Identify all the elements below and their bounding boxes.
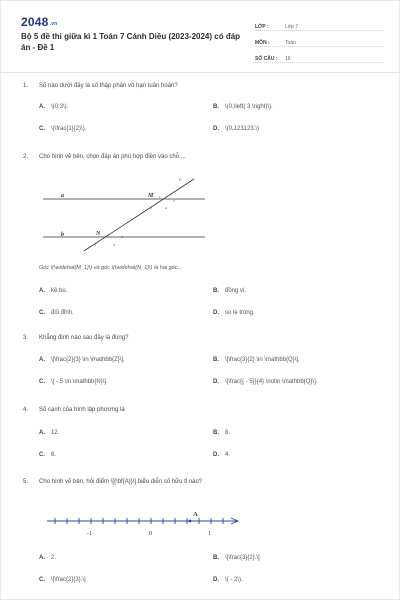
option-text: \(\frac{1}{2}\).	[51, 126, 87, 132]
line-c	[84, 179, 194, 251]
question-text: Số nào dưới đây là số thập phân vô hạn tuần hoàn?	[39, 83, 178, 89]
option-text: 12.	[51, 430, 60, 436]
q1-option-b[interactable]	[213, 104, 273, 110]
q4-option-d[interactable]	[213, 452, 230, 458]
q5-option-d[interactable]	[213, 577, 243, 583]
option-text: so le trong.	[225, 310, 255, 316]
number-line-figure	[45, 507, 245, 541]
option-text: 8.	[225, 430, 231, 436]
option-text: \(0,123123.\)	[225, 126, 260, 132]
meta-key: SỐ CÂU :	[255, 56, 278, 62]
question-text: Cho hình vẽ bên, hỏi điểm \[{\bf{A}}\] biểu diễn số hữu tỉ nào?	[39, 479, 203, 485]
question-number: 1.	[23, 83, 29, 89]
option-letter: A.	[39, 357, 45, 363]
n-angle-3: 3	[94, 243, 96, 247]
q5-option-c[interactable]	[39, 577, 86, 583]
q2-option-d[interactable]	[213, 310, 255, 316]
option-text: đồng vị.	[225, 288, 247, 294]
label-n: N	[96, 231, 101, 237]
option-letter: C.	[39, 126, 45, 132]
option-text: 2.	[51, 555, 57, 561]
meta-value: Lớp 7	[285, 24, 299, 30]
option-text: \[\frac{{ - 5}}{4} \notin \mathbb{Q}\].	[225, 379, 318, 385]
label-point-a: A	[193, 511, 198, 518]
option-letter: C.	[39, 310, 45, 316]
q1-option-a[interactable]	[39, 104, 68, 110]
option-letter: B.	[213, 357, 219, 363]
q2-option-b[interactable]	[213, 288, 246, 294]
meta-value: 16	[285, 56, 291, 62]
question-number: 5.	[23, 479, 29, 485]
option-letter: C.	[39, 577, 45, 583]
m-angle-1: 1	[159, 195, 161, 199]
option-text: \[\frac{3}{2} \in \mathbb{Q}\].	[225, 357, 300, 363]
label-c: c	[179, 178, 182, 183]
n-angle-2: 2	[121, 235, 123, 239]
q3-option-b[interactable]	[213, 357, 300, 363]
parallel-lines-figure	[39, 171, 209, 251]
meta-value: Toán	[285, 40, 296, 46]
q1-option-d[interactable]	[213, 126, 259, 132]
q1-option-c[interactable]	[39, 126, 86, 132]
label-m: M	[148, 193, 154, 199]
option-text: kề bù.	[51, 288, 68, 294]
q2-option-a[interactable]	[39, 288, 67, 294]
option-letter: C.	[39, 379, 45, 385]
option-letter: C.	[39, 452, 45, 458]
label-minus-one: -1	[87, 531, 92, 537]
n-angle-1: 1	[107, 233, 109, 237]
meta-row-class	[255, 15, 383, 31]
label-one: 1	[208, 531, 211, 537]
question-number: 2.	[23, 154, 29, 160]
option-text: \[\frac{2}{3} \in \mathbb{Z}\].	[51, 357, 125, 363]
q2-option-c[interactable]	[39, 310, 74, 316]
n-angle-4: 4	[113, 243, 115, 247]
m-angle-3: 3	[150, 206, 152, 210]
option-text: \[\frac{2}{3}.\]	[51, 577, 86, 583]
option-text: \( - 2\).	[225, 577, 243, 583]
option-text: \(0,\left( 3 \right)\).	[225, 104, 273, 110]
option-letter: A.	[39, 288, 45, 294]
question-number: 3.	[23, 335, 29, 341]
meta-key: MÔN :	[255, 40, 270, 46]
brand-logo[interactable]	[21, 15, 57, 29]
exam-title: Bộ 5 đề thi giữa kì 1 Toán 7 Cánh Diều (2023-2024) có đáp án - Đề 1	[21, 32, 241, 52]
question-text: Số cạnh của hình lập phương là	[39, 407, 125, 413]
q3-option-d[interactable]	[213, 379, 317, 385]
m-angle-2: 2	[173, 199, 175, 203]
meta-key: LỚP :	[255, 24, 269, 30]
label-b: b	[61, 232, 64, 238]
option-letter: D.	[213, 379, 219, 385]
option-text: đối đỉnh.	[51, 310, 74, 316]
option-letter: A.	[39, 555, 45, 561]
option-letter: A.	[39, 430, 45, 436]
q5-option-a[interactable]	[39, 555, 56, 561]
option-letter: B.	[213, 104, 219, 110]
option-text: \[\frac{3}{2}.\]	[225, 555, 260, 561]
q3-option-a[interactable]	[39, 357, 125, 363]
option-letter: B.	[213, 430, 219, 436]
option-letter: B.	[213, 288, 219, 294]
option-letter: B.	[213, 555, 219, 561]
m-angle-4: 4	[165, 206, 167, 210]
point-a-marker	[189, 520, 192, 523]
option-letter: D.	[213, 577, 219, 583]
q4-option-c[interactable]	[39, 452, 56, 458]
question-text: Khẳng định nào sau đây là đúng?	[39, 335, 129, 341]
brand-name: 2048	[21, 15, 49, 29]
option-text: \(0,3\).	[51, 104, 69, 110]
q3-option-c[interactable]	[39, 379, 108, 385]
question-number: 4.	[23, 407, 29, 413]
question-text: Cho hình vẽ bên, chọn đáp án phù hợp điền vào chỗ ...	[39, 154, 186, 160]
q4-option-a[interactable]	[39, 430, 59, 436]
q4-option-b[interactable]	[213, 430, 230, 436]
option-text: \[ - 5 \in \mathbb{N}\].	[51, 379, 108, 385]
q2-note: Góc \(\widehat{M_1}\) và góc \(\widehat{N_1}\) là hai góc...	[39, 265, 183, 271]
meta-row-subject	[255, 31, 383, 47]
option-letter: D.	[213, 126, 219, 132]
label-a: a	[61, 193, 64, 199]
option-text: 6.	[51, 452, 57, 458]
q5-option-b[interactable]	[213, 555, 260, 561]
meta-row-count	[255, 47, 383, 63]
option-letter: A.	[39, 104, 45, 110]
brand-suffix: .vn	[49, 21, 58, 27]
header-divider	[1, 72, 399, 73]
option-letter: D.	[213, 452, 219, 458]
option-letter: D.	[213, 310, 219, 316]
option-text: 4.	[225, 452, 231, 458]
label-zero: 0	[149, 531, 152, 537]
exam-meta	[255, 15, 383, 63]
